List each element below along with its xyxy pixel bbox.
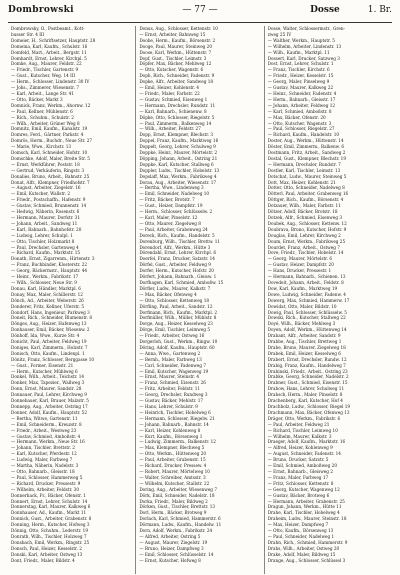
directory-entry: Donicht, Paul, Arbeiter, Feldweg 19: [11, 339, 87, 345]
directory-entry: Doppke, Heinr., Maurer, Mörtelstr. 2: [139, 150, 218, 156]
directory-entry: — Hermann, Schlosser, Riegelw. 21: [139, 415, 215, 421]
directory-entry: Dräger, Otto, Werkm., Fabrikstr. 6: [267, 415, 341, 421]
directory-entry: Dovedeit, Johann, Arbeit., Feldstr. 8: [267, 279, 344, 285]
directory-entry: — Friedr., Arbeiter, Ostweg 16: [139, 333, 205, 339]
directory-entry: Dopp, Ernst, Klempner, Blechstr. 3: [139, 132, 214, 138]
directory-entry: — Kurt, Kaufm., Börsenweg 1: [139, 433, 203, 439]
directory-entry: — Walter, Schreiber, Amtsstr. 3: [139, 474, 206, 480]
directory-entry: Dönnig, Otto, Schuhm., Lederstr. 19: [11, 528, 88, 534]
directory-entry: — August, Arbeiter, Ziegelstr. 16: [11, 185, 81, 191]
directory-entry: zweg 25 IV: [267, 31, 292, 37]
directory-entry: Dowidat, Otto, Maler, Bildstr. 10: [267, 303, 337, 309]
directory-entry: Donski, Karl, Arbeiter, Ostweg 13: [11, 551, 83, 557]
directory-entry: Dönges, Aug., Heizer, Hafenweg 13: [11, 321, 87, 327]
directory-entry: Donath, Ernst, Zigarrenm., Hirtenstr. 3: [11, 256, 95, 262]
directory-entry: Doniges, Karl, Zimmerm., Holzstr. 7: [11, 344, 88, 350]
directory-entry: — Johann, Tischler, Brettstr. 2: [11, 445, 75, 451]
directory-entry: — Richard, Drucker, Pressew. 4: [139, 463, 207, 469]
directory-entry: Drabbe, Aug., Tischler, Brettweg 1: [267, 339, 342, 345]
directory-entry: — Ernst, Arbeiter, Bahnweg 15: [139, 31, 206, 37]
directory-entry: Dorge, Aug., Heizer, Kesselweg 23: [139, 321, 213, 327]
directory-entry: Dotter, Otto, Schneider, Nadelweg 8: [267, 185, 345, 191]
directory-entry: Donay, Max, Maler, Schillerstr. 12: [11, 291, 83, 297]
directory-entry: — Bertha, Witwe, Gartenstr. 11: [11, 415, 78, 421]
directory-entry: — Gustav, Bäcker, Brotweg 6: [267, 492, 330, 498]
directory-entry: — Gustav, Schmied, Brunnenstr. 14: [11, 203, 87, 209]
directory-entry: Donner, Adolf, Kaufm., Hauptstr. 52: [11, 409, 87, 415]
page-header: [8, 5, 392, 23]
header-right: [264, 5, 392, 15]
directory-entry: Dott, Max, Heizer, Kohlenstr. 21: [267, 179, 336, 185]
directory-entry: Draeger, Adolf, Kaufm., Marktstr. 16: [267, 439, 346, 445]
directory-entry: Doppler, Ludw., Tischler, Hobelstr. 13: [139, 167, 220, 173]
directory-entry: Döpfer, Max, Bäcker, Mehlweg 12: [139, 61, 212, 67]
directory-entry: Doneit, Rich., Schneider, Blumenstr. 8: [11, 315, 93, 321]
directory-entry: — Friedr., Tischler, Gartenstr. 9: [11, 67, 79, 73]
directory-entry: — Walther, Werkm., Hauptstr. 5: [267, 37, 335, 43]
directory-entry: Donderer, Fritz, Kellner, Uferstr. 5: [11, 303, 85, 309]
directory-entry: Drabow, Hans, Lehrer, Schulweg 11: [267, 386, 345, 392]
directory-entry: Domrös, Herm., Buchdr., Neue Str. 27: [11, 138, 93, 144]
directory-entry: Douglas, Emil, Lehrer, Kirchweg 2: [267, 232, 341, 238]
directory-entry: Dostmann, Fritz, Arbeit., Sandweg 2: [267, 150, 346, 156]
directory-entry: — Max, Bäcker, Ofenweg 4: [139, 291, 197, 297]
directory-entry: Donalies, Bruno, Arbeit., Bahnstr. 25: [11, 173, 90, 179]
directory-entry: Donau, Karl, Händler, Marktpl. 6: [11, 285, 81, 291]
directory-entry: — Emil, Schlosser, Schlüsselstr. 14: [139, 551, 214, 557]
directory-entry: Donhauser, Emil, Bäcker, Wiesenw. 2: [11, 327, 90, 333]
directory-entry: Dörfel, Gust., Arbeiter, Feldweg 9: [139, 262, 211, 268]
directory-entry: Dowski, Rich., Kutscher, Stallweg 22: [267, 315, 346, 321]
directory-entry: Dorfhagen, Karl, Schmied, Amboßw. 15: [139, 279, 224, 285]
directory-entry: — Ludwig, Zimmerm., Balkenstr. 12: [139, 439, 216, 445]
directory-entry: Drabe, Bruno, Maurer, Ziegelweg 18: [267, 344, 346, 350]
directory-entry: Doubrava, Bruno, Kutscher, Hofstr. 9: [267, 226, 347, 232]
directory-entry: — Johann, Arbeit., Sandweg 11: [11, 220, 78, 226]
directory-entry: Drachenberg, Karl, Kutscher, Hof 4: [267, 398, 343, 404]
column-1: [8, 26, 135, 574]
directory-entry: — Karl, Kutscher, Pferdestr. 12: [11, 451, 77, 457]
directory-entry: Donus, Aug., Schlosser, Kettenstr. 10: [139, 26, 218, 31]
directory-entry: Doppelt, Georg, Lehrer, Schulweg 9: [139, 144, 216, 150]
directory-entry: — Hermann, Drechsler, Rundstr. 11: [139, 102, 216, 108]
directory-entry: Donnert, Ernst, Lehrer, Schulstr. 14: [11, 498, 88, 504]
directory-entry: Dörmann, Ludw., Kaufm., Handelw. 11: [139, 522, 222, 528]
directory-entry: — Wilh., Schlosser, Neue Str. 9: [11, 279, 77, 285]
directory-entry: Dönch, Ad., Arbeiter, Weberstr. 26: [11, 297, 84, 303]
directory-entry: Donisch, Otto, Kaufm., Lindenpl. 1: [11, 350, 85, 356]
directory-entry: — Paul, Drechsler, Gartenweg 4: [11, 244, 79, 250]
directory-entry: — Otto, Kutscher, Wagenstr. 3: [267, 120, 332, 126]
directory-entry: — Ludwig, Maler, Farbweg 7: [11, 457, 73, 463]
directory-entry: — Fritz, Schlosser, Kettenstr. 8: [267, 480, 334, 486]
directory-entry: Domeina, Karl, Kaufm., Schulstr. 16: [11, 43, 88, 49]
directory-entry: Donat, Alfr., Klempner, Friedhofstr. 7: [11, 179, 90, 185]
directory-entry: Dosse, Walter, Schlossermstr., Gren-: [267, 26, 345, 31]
directory-entry: — Johann, Arbeiter, Feldweg 12: [267, 102, 336, 108]
directory-entry: — Gustav, Maurer, Kalkweg 22: [267, 85, 334, 91]
directory-entry: — Friedr., Heizer, Kesselstr. 15: [267, 73, 334, 79]
directory-entry: — Herm., Schlosser, Lindenstr. 30 IV: [11, 79, 90, 85]
directory-entry: — Robert, Maurer, Mörtelweg 10: [139, 468, 210, 474]
directory-entry: — Bertha, Wwe., Lindenweg 3: [139, 185, 204, 191]
header-left-word: Dombrowski: [8, 5, 74, 15]
directory-entry: Donnepp, Aug., Arbeiter, Ostring 17: [11, 404, 88, 409]
directory-entry: Dörge, Emil, Tischler, Leimweg 5: [139, 327, 211, 333]
directory-entry: Donnauer, Paul, Lehrer, Kirchweg 9: [11, 392, 87, 398]
directory-entry: — Paul, Arbeiter, Feldweg 21: [267, 421, 330, 427]
directory-entry: Doppke, Karl, Kutscher, Stallweg 6: [139, 161, 214, 167]
directory-entry: — Herm., Bahnarb., Gleisstr. 17: [267, 96, 336, 102]
directory-entry: Dostal, Gust., Klempner, Blechstr. 19: [267, 155, 347, 161]
directory-entry: Dont, Friedr., Maler, Bildstr. 4: [11, 557, 75, 563]
directory-entry: — Ernst, Werkführer, Poststr. 18: [11, 161, 80, 167]
directory-entry: Domnick, Franz, Werkm., Ahornw. 12: [11, 102, 91, 108]
directory-entry: Drachmann, Max, Bäcker, Ofenweg 13: [267, 409, 350, 415]
directory-entry: Draheim, Ludw., Maurer, Steinstr. 18: [267, 516, 347, 522]
directory-entry: Drabsch, Herm., Maler, Pinselstr. 8: [267, 392, 343, 398]
directory-entry: Drahn, Rich., Schmied, Hammerstr. 9: [267, 539, 348, 545]
directory-entry: Dourdet, Franz, Arbeit., Ostweg 7: [267, 244, 340, 250]
directory-entry: — Richard, Kaufm., Marktstr. 15: [11, 250, 81, 256]
directory-entry: Drabner, Gust., Schmied, Eisenstr. 15: [267, 380, 348, 386]
directory-entry: — Franz, Tischler, Kirchstr. 6: [267, 67, 330, 73]
directory-entry: — Karl, Bahnarb., Schienenw. 8: [139, 108, 207, 114]
directory-entry: Drahe, Karl, Tischler, Hobelweg 4: [267, 510, 340, 516]
directory-entry: Dooge, Paul, Maurer, Steinweg 20: [139, 43, 213, 49]
directory-entry: Dorfer, Herm., Kutscher, Hofstr. 20: [139, 268, 214, 274]
directory-entry: — Otto, Kutscher, Wagenstr. 6: [139, 67, 204, 73]
directory-entry: Dostler, Karl, Tischler, Leimstr. 13: [267, 167, 341, 173]
directory-entry: Döpke, Otto, Schlosser, Riegelstr. 5: [139, 114, 215, 120]
directory-entry: Donning, Herm., Kutscher, Hofweg 3: [11, 522, 90, 528]
directory-entry: — Anna, Wwe., Gartenweg 2: [139, 350, 201, 356]
directory-entry: — Herm., Kutscher, Mühlweg 6: [11, 368, 78, 374]
directory-entry: Drahs, Wilh., Arbeiter, Ostweg 20: [267, 545, 340, 551]
directory-entry: — Fritz, Arbeiter, Feldstr. 11: [139, 386, 201, 392]
directory-entry: Dombrowsky, O., Postbeamt., Kott-: [11, 26, 85, 31]
column-3: [264, 26, 392, 574]
directory-entry: — Friedr., Postschaffn., Hafenstr. 9: [11, 197, 86, 203]
directory-entry: Döring, Adolf, Kaufm., Hauptstr. 60: [139, 344, 215, 350]
directory-entry: Domke, Aug., Maurer, Feldstr. 22: [11, 61, 82, 67]
directory-entry: Dötzer, Adolf, Bäcker, Brotstr. 18: [267, 209, 338, 215]
directory-entry: Dörfler, Ludw., Maurer, Kalkstr. 7: [139, 285, 211, 291]
directory-entry: — Marie, Wwe., Kirchstr. 13: [11, 144, 72, 150]
directory-entry: Doster, Aug., Werkm., Hüttenstr. 14: [267, 138, 344, 144]
directory-entry: — Wilh., Arbeiter, Grüner Weg 8: [11, 120, 80, 126]
directory-entry: — Paul, Arbeiter, Grabenstr. 15: [139, 457, 206, 463]
directory-entry: — Hermann, Bahnarb., Schienen. 13: [267, 274, 346, 280]
directory-entry: Drange, Aug., Schlosser, Schlüssel 3: [267, 557, 346, 563]
directory-entry: Domnitz, Emil, Kaufm., Kanalstr. 19: [11, 126, 88, 132]
directory-entry: — Wilh., Arbeiter, Feldstr. 27: [139, 126, 201, 132]
directory-entry: — Karl, Heizer, Kohlenweg 8: [139, 427, 201, 433]
directory-entry: — Otto, Kaufm., Börsenweg 13: [267, 528, 334, 534]
directory-entry: Döpping, Johann, Arbeit., Ostring 21: [139, 155, 218, 161]
directory-entry: — August, Maurer, Ziegelstr. 19: [139, 539, 208, 545]
directory-entry: — Richard, Drucker, Pressestr. 9: [11, 480, 81, 486]
directory-entry: — Herm., Schlosser, Schlüsselw. 2: [139, 209, 213, 215]
directory-entry: — Heinr., Werkm., Fabrikstr. 17: [11, 274, 79, 280]
directory-entry: Dorau, Aug., Arbeiter, Wiesenstr. 17: [139, 179, 217, 185]
directory-entry: — Alfred, Arbeiter, Ostring 5: [139, 533, 201, 539]
directory-entry: — Otto, Bahnarb., Gleisstr. 18: [11, 468, 75, 474]
directory-entry: — Otto, Tischler, Holzmarkt 8: [11, 238, 75, 244]
directory-entry: — Gustav, Bäcker, Mehlstr. 17: [139, 398, 204, 404]
directory-entry: Donsch, Paul, Heizer, Kesselstr. 2: [11, 545, 82, 551]
directory-entry: Doerfel, Franz, Drucker, Satzstr. 14: [139, 256, 215, 262]
directory-entry: — Friedr., Maler, Farbstr. 22: [139, 90, 200, 96]
directory-entry: Drabinski, Friedr., Arbeit., Ostring 23: [267, 368, 348, 374]
directory-entry: — Richard, Tischler, Leimweg 10: [267, 427, 338, 433]
directory-entry: Dorn, Adolf, Werkm., Fabrikstr. 24: [139, 528, 213, 534]
directory-entry: Doubek, Aug., Schlosser, Kettenw. 12: [267, 220, 347, 226]
directory-entry: Dorfmüller, Wilh., Müller, Mühlstr. 8: [139, 315, 217, 321]
directory-entry: — Georg, Maler, Pinselweg 9: [267, 79, 330, 85]
directory-entry: — Johs., Zimmerer, Wiesenstr. 7: [11, 85, 79, 91]
directory-entry: Dönhoff, Ida, Wwe., Kurze Str. 4: [11, 333, 80, 339]
directory-entry: Dost, Ernst, Lehrer, Schulstr. 1: [267, 61, 334, 67]
directory-entry: Dörfling, Paul, Arbeit., Sandstr. 12: [139, 303, 213, 309]
directory-entry: — Otto, Schlosser, Kettenweg 18: [139, 297, 210, 303]
directory-entry: Domres, Ferd., Gärtner, Parkstr. 4: [11, 132, 84, 138]
directory-entry: — Wilhelm, Arbeiter, Lindenstr. 13: [267, 43, 342, 49]
directory-entry: — Ludwig, Lehrer, Schulpl. 1: [11, 232, 73, 238]
directory-entry: Dörken, Gust., Tischler, Brettstr. 13: [139, 504, 216, 510]
directory-entry: — Gustav, Heizer, Dampfstr. 20: [267, 262, 334, 268]
directory-entry: Dow, Karl, Kaufm., Marktweg 19: [267, 285, 338, 291]
directory-entry: Donsbach, Emil, Werkm., Ringstr. 25: [11, 539, 90, 545]
directory-entry: — Ernst, Kutscher, Hofweg 8: [139, 557, 201, 563]
directory-entry: — Franz, Schmied, Eisenstr. 26: [139, 380, 206, 386]
directory-entry: — Rich., Schuhm., Schulstr. 2: [11, 114, 74, 120]
directory-entry: Dossert, Karl, Drucker, Satzweg 3: [267, 55, 340, 61]
directory-entry: Donnerstag, Karl, Maurer, Kalkweg 6: [11, 504, 91, 510]
directory-entry: Dorka, Friedr., Maler, Bildweg 2: [139, 498, 208, 504]
directory-entry: — Georg, Drechsler, Rundweg 3: [139, 392, 208, 398]
directory-entry: — Emil, Schneider, Nadelweg 10: [139, 191, 210, 197]
directory-entry: Donn, Ernst, Maurer, Sandstr. 28: [11, 386, 82, 392]
directory-entry: — Otto, Werkm., Hüttenweg 20: [139, 451, 207, 457]
directory-entry: Dove, Friedr., Tischler, Hobelstr. 14: [267, 250, 344, 256]
directory-entry: Doph, Rich., Schneider, Fadenstr. 9: [139, 73, 215, 79]
header-right-word: Dosse: [310, 5, 340, 15]
directory-entry: Drachholz, Ludw., Schlosser, Riegel 19: [267, 404, 351, 409]
directory-entry: — Bruno, Heizer, Dampfweg 3: [139, 545, 204, 551]
directory-entry: Drabke, Georg, Schneider, Nadelstr. 2: [267, 374, 349, 380]
directory-entry: Dowerg, Max, Schmied, Hammerw. 17: [267, 297, 350, 303]
directory-entry: — Max, Heizer, Dampfweg 7: [267, 522, 329, 528]
directory-entry: Döster, Emil, Zimmerm., Balkenw. 6: [267, 144, 345, 150]
directory-entry: — Otto, Maurer, Ziegelweg 8: [139, 220, 201, 226]
directory-entry: — Emil, Kutscher, Wallstr. 2: [11, 191, 70, 197]
directory-entry: — Alfred, Heizer, Kohlenweg 9: [267, 445, 333, 451]
directory-entry: Dötterl, Paul, Arbeiter, Grabenweg 16: [267, 191, 349, 197]
directory-entry: — Emil, Schneiderm., Kreuzstr. 8: [11, 421, 82, 427]
directory-entry: — Hermann, Arbeiter, Grabenstr. 25: [267, 498, 345, 504]
directory-entry: — Gertrud, Verkäuferin, Ringstr. 3: [11, 167, 85, 173]
directory-entry: Doppel, Franz, Kaufm., Marktweg 16: [139, 138, 219, 144]
directory-entry: — Wilhelm, Maurer, Kalkstr. 3: [267, 433, 332, 439]
directory-entry: Dowe, Ludwig, Schneider, Fadenw. 4: [267, 291, 346, 297]
directory-entry: Dopslaff, Max, Werkm., Fabrikweg 4: [139, 173, 217, 179]
directory-entry: — Georg, Bäckermstr., Hauptstr. 44: [11, 268, 88, 274]
directory-entry: — Bruno, Drucker, Satzstr. 5: [267, 457, 329, 463]
column-2: [135, 26, 263, 574]
directory-entry: — Hermann, Werkm., Neue Str. 16: [11, 439, 85, 445]
directory-entry: — Gust., Former, Eisenstr. 21: [11, 362, 74, 368]
directory-entry: — Paul, Zimmerm., Balkenweg 14: [139, 120, 212, 126]
directory-entry: Dotzek, Alfr., Schmied, Eisenweg 3: [267, 215, 343, 220]
directory-entry: — Emil, Heizer, Kohlenstr. 4: [139, 85, 200, 91]
directory-entry: — Heinr., Schneider, Fadenstr. 4: [267, 90, 337, 96]
directory-entry: Dorfmann, Rich., Kaufm., Marktpl. 2: [139, 309, 217, 315]
directory-entry: — Hans, Drucker, Pressestr. 1: [267, 268, 332, 274]
header-right-num: 1. Br.: [367, 5, 392, 15]
directory-entry: — Ernst, Bahnarb., Gleisweg 2: [267, 468, 333, 474]
directory-entry: Doyen, Adolf, Werkm., Hüttenweg 14: [267, 327, 347, 333]
directory-entry: Donrath, Wilh., Tischler, Holzweg 7: [11, 533, 87, 539]
directory-entry: Doyé, Wilh., Bäcker, Mehlweg 3: [267, 321, 336, 327]
entry-columns: [8, 26, 392, 574]
directory-entry: — Martha, Näherin, Nadelstr. 3: [11, 463, 79, 469]
directory-entry: Dorgerloh, Gust., Werkm., Ringw. 10: [139, 339, 218, 345]
directory-entry: Domhardt, Ernst, Lehrer, Kirchpl. 5: [11, 55, 87, 61]
directory-entry: Dotzauer, Wilh., Maler, Farbstr. 11: [267, 203, 341, 209]
directory-entry: Donnick, Gust., Arbeiter, Grabenstr. 8: [11, 516, 92, 522]
directory-entry: — Georg, Kutscher, Wagenweg 12: [267, 486, 340, 492]
directory-entry: — Fritz, Bäcker, Brotstr. 7: [139, 197, 195, 203]
directory-entry: Dopke, Alfr., Arbeiter, Sandweg 18: [139, 79, 214, 85]
directory-entry: — Paul, Schlosser, Riegelstr. 27: [267, 126, 335, 132]
directory-entry: Dondorf, Hans, Ingenieur, Parkweg 3: [11, 309, 90, 315]
directory-entry: — Karl, Schmied, Amboßstr. 8: [267, 108, 332, 114]
directory-entry: Drabig, Franz, Kaufm., Handelweg 7: [267, 362, 346, 368]
directory-entry: Domfeld, Mart., Arbeit., Bergstr. 11: [11, 49, 87, 55]
directory-entry: — Karl, Arbeit., Lange Str. 41: [11, 90, 74, 96]
directory-entry: Dörendahl, Ernst, Lehrer, Kirchpl. 6: [139, 250, 217, 256]
directory-entry: — Gustav, Schmied, Eisenweg 1: [139, 96, 208, 102]
directory-entry: Drabek, Emil, Heizer, Kesselweg 6: [267, 350, 341, 356]
directory-entry: — Emil, Schmied, Amboßweg 20: [267, 463, 337, 469]
directory-entry: Dorlach, Karl, Schmied, Hammerstr. 6: [139, 516, 221, 522]
directory-entry: Dopf, Gust., Tischler, Leimstr. 3: [139, 55, 207, 61]
directory-entry: Domsch, Karl, Schneider, Hofstr. 10: [11, 150, 88, 156]
directory-entry: — Franz, Maler, Farbweg 17: [267, 474, 329, 480]
directory-entry: Drabert, Ernst, Drechsler, Rundw. 12: [267, 356, 347, 362]
directory-entry: — Paul, Schlosser, Hammerweg 5: [11, 474, 83, 480]
directory-entry: — Georg, Maurer, Mörtelstr. 6: [267, 256, 333, 262]
directory-entry: — Emil, Kutscher, Wagenweg 19: [139, 368, 209, 374]
directory-entry: Dowig, Paul, Schlosser, Schlüsselw. 5: [267, 309, 347, 315]
directory-entry: — Ernst, Maurer, Steinstr. 4: [139, 374, 200, 380]
directory-entry: — Johann, Bahnarb., Bahnstr. 14: [139, 421, 209, 427]
directory-entry: — August, Schneider, Fadenstr. 14: [267, 451, 341, 457]
directory-entry: — Gust., Heizer, Dampfstr. 19: [139, 203, 203, 209]
directory-entry: — Hermann, Maurer, Dorfstr. 31: [11, 215, 81, 220]
directory-entry: — Paul, Arbeiter, Grabenweg 24: [139, 226, 208, 232]
directory-entry: — Otto, Bäcker, Markt 3: [11, 96, 63, 102]
directory-entry: Domschke, Adolf, Maler, Breite Str. 5: [11, 155, 90, 161]
directory-entry: — Karl, Bahnarb., Bahnhofstr. 20: [11, 226, 82, 232]
directory-entry: Dörk, Emil, Schneider, Nadelstr. 18: [139, 492, 215, 498]
directory-entry: Dotschat, Ludw., Maurer, Steinweg 5: [267, 173, 347, 179]
directory-entry: — Hermann, Drechsler, Rundstr. 7: [267, 161, 341, 167]
directory-entry: — Hedwig, Näherin, Rosenstr. 6: [11, 209, 80, 215]
directory-entry: — Wilhelm, Kutscher, Stallstr. 22: [139, 480, 210, 486]
directory-entry: — Max, Bäcker, Ofenstr. 20: [267, 114, 326, 120]
directory-entry: Dorendorf, Alfr., Werkm., Hütte 3: [139, 244, 211, 250]
directory-entry: Doose, Karl, Werkm., Hüttenstr. 7: [139, 49, 212, 55]
directory-entry: — Franz, Buchbinder, Klosterstr. 22: [11, 262, 88, 268]
directory-entry: Donker, Max, Tapezier., Wallweg 3: [11, 380, 85, 386]
directory-entry: Dragun, Johann, Werkm., Hütte 11: [267, 504, 342, 510]
directory-entry: — Carl, Schneider, Fadenweg 7: [139, 362, 207, 368]
directory-entry: Doring, Aug., Arbeiter, Wiesenweg 7: [139, 486, 217, 492]
directory-entry: busser Str. 4 III: [11, 31, 45, 37]
directory-entry: — Paul, Schneider, Nadelweg 1: [267, 533, 335, 539]
page-number: — 77 —: [182, 5, 218, 15]
directory-entry: — Wilhelm, Arbeiter, Feldstr. 30: [11, 486, 80, 492]
directory-entry: — Richard, Kaufm., Handelstr. 10: [267, 132, 340, 138]
directory-entry: Dönitz, Franz, Schlosser, Berggasse 10: [11, 356, 95, 362]
directory-entry: — Bernh., Maler, Farbweg 13: [139, 356, 202, 362]
directory-entry: Doreck, Rich., Kaufm., Handelstr. 5: [139, 232, 215, 238]
directory-entry: Drake, Adolf, Maler, Bildweg 15: [267, 551, 336, 557]
directory-entry: Donnebauer, Karl, Brauer, Malzstr. 5: [11, 398, 89, 404]
directory-entry: Domeier, H., Schriftsetzer, Hauptstr. 28: [11, 37, 96, 43]
directory-entry: Doum, Ernst, Werkm., Fabrikweg 25: [267, 238, 346, 244]
directory-entry: — Wilh., Kaufm., Marktpl. 11: [267, 49, 330, 55]
directory-entry: Donkel, Wilh., Arbeit., Teichstr. 14: [11, 374, 85, 380]
directory-entry: Dörfert, Johann, Bahnarb., Gleisw. 1: [139, 274, 217, 280]
directory-entry: Doobe, Herm., Kaufm., Börsenstr. 2: [139, 37, 216, 43]
directory-entry: — Gustav, Schmied, Amboßstr. 4: [11, 433, 81, 439]
directory-entry: — Paul, Kellner, Mühlenstr. 6: [11, 108, 73, 114]
directory-entry: Dorl, Herm., Bäcker, Brotweg 9: [139, 510, 207, 516]
directory-entry: Drabant, Alfr., Arbeiter, Sandstr. 9: [267, 333, 341, 339]
directory-entry: — Max, Klempner, Blechweg 5: [139, 445, 205, 451]
directory-entry: Donnhauser, Ad., Kaufm., Markt 11: [11, 510, 87, 516]
directory-entry: Dorenburg, Wilh., Tischler, Brettw. 11: [139, 238, 221, 244]
directory-entry: — Hans, Lehrer, Schulstr. 9: [139, 404, 198, 409]
directory-entry: — Karl, Maler, Pinselstr. 12: [139, 215, 198, 220]
directory-entry: Donnerhack, Fr., Bäcker, Ofenstr. 1: [11, 492, 86, 498]
directory-entry: Döttger, Rich., Kaufm., Börsenstr. 4: [267, 197, 344, 203]
directory-entry: — Friedr., Arbeit., Westweg 23: [11, 427, 77, 433]
directory-entry: — Gust., Kutscher, Weg. 14 III: [11, 73, 76, 79]
directory-entry: — Heinrich, Tischler, Hobelweg 6: [139, 409, 211, 415]
